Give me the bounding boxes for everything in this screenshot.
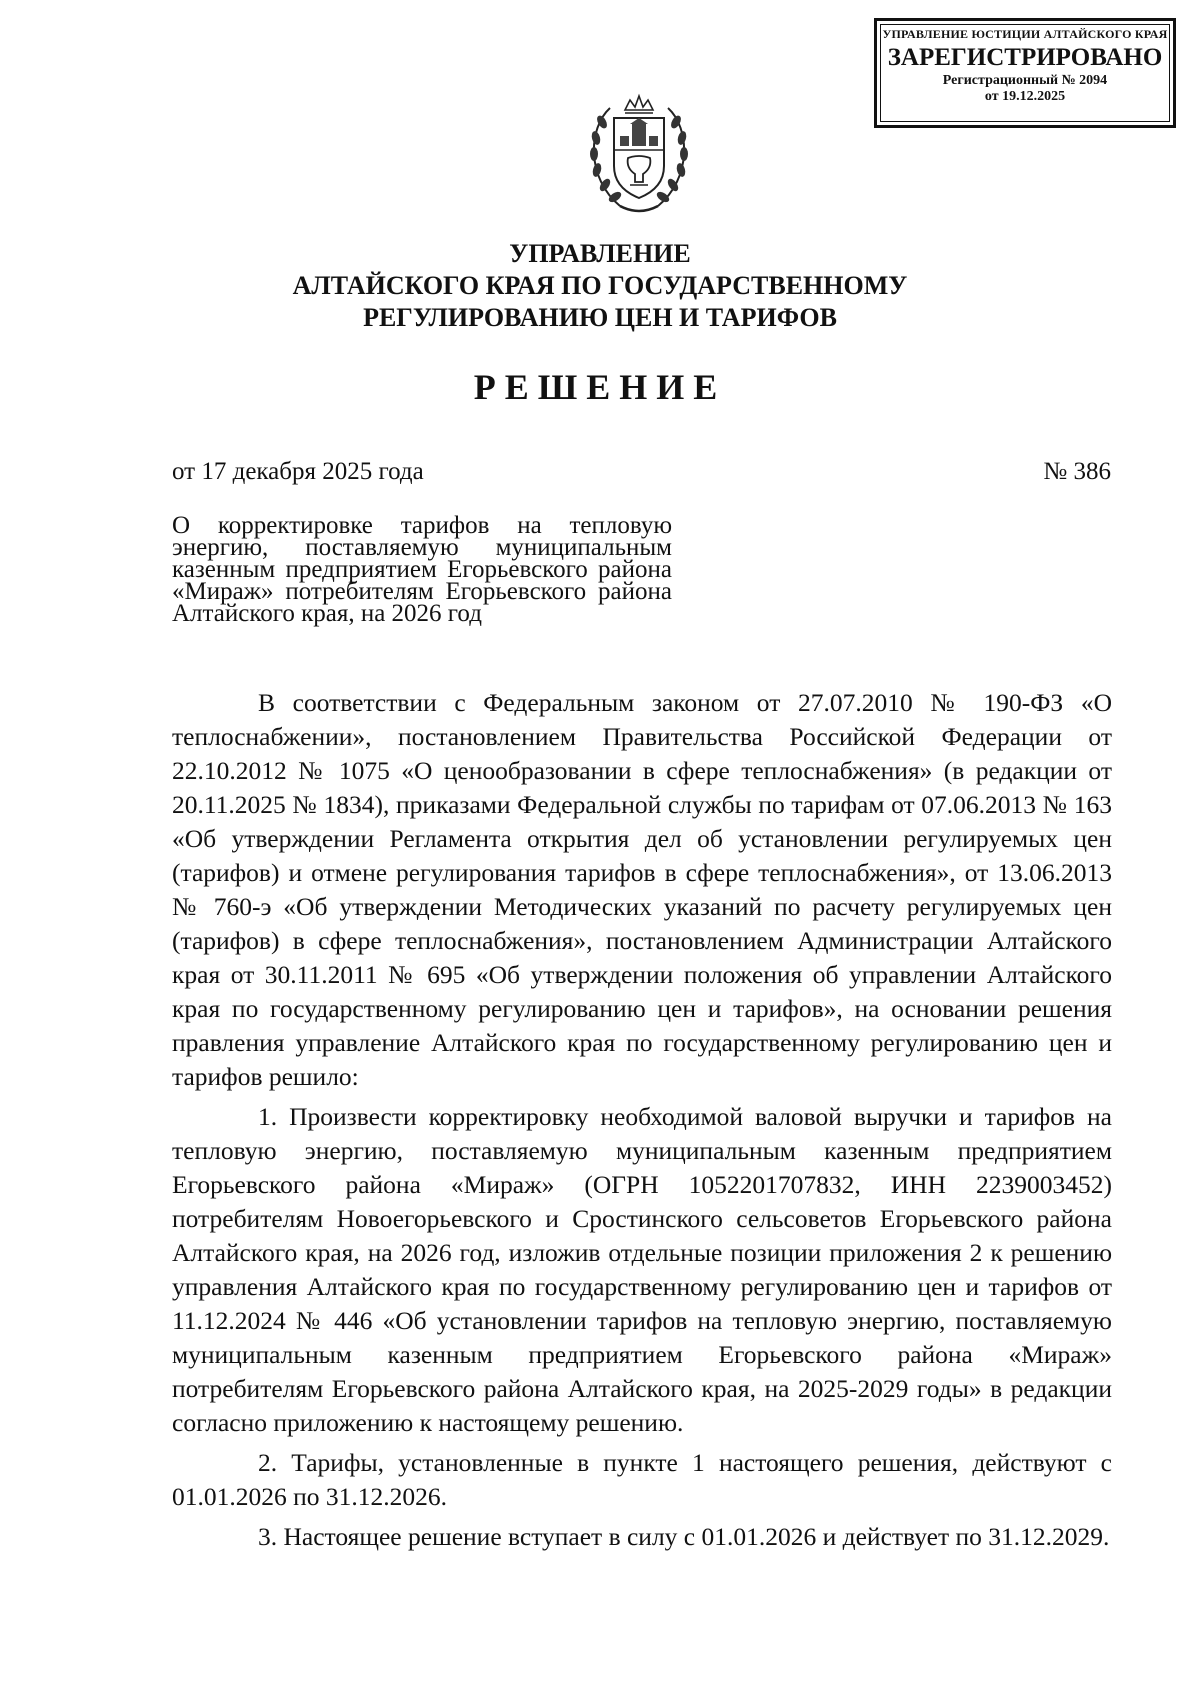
document-date: от 17 декабря 2025 года [172, 458, 424, 485]
registration-stamp [874, 18, 1176, 128]
stamp-reg-number: Регистрационный № 2094 [942, 73, 1108, 88]
document-type-title: РЕШЕНИЕ [473, 367, 727, 407]
document-body [172, 686, 1112, 1554]
stamp-status: ЗАРЕГИСТРИРОВАНО [887, 44, 1163, 71]
decision-item-1: 1. Произвести корректировку необходимой валовой выручки и тарифов на тепловую энергию, поставляемую муниципальным казенным предприятием Егорьевского района «Мираж» (ОГРН 1052201707832, ИНН 2239003452) потребителям Новоегорьевского и Сростинского сельсоветов Егорьевского района Алтайского края, на 2026 год, изложив отдельные позиции приложения 2 к решению управления Алтайского края по государственному регулированию цен и тарифов от 11.12.2024 № 446 «Об установлении тарифов на тепловую энергию, поставляемую муниципальным казенным предприятием Егорьевского района «Мираж» потребителям Егорьевского района Алтайского края, на 2025-2029 годы» в редакции согласно приложению к настоящему решению. [172, 1102, 1112, 1437]
stamp-inner-frame [880, 24, 1170, 122]
altai-krai-coat-of-arms-icon [580, 88, 698, 218]
document-subject: О корректировке тарифов на тепловую энергию, поставляемую муниципальным казенным предприятием Егорьевского района «Мираж» потребителям Егорьевского района Алтайского края, на 2026 год [172, 512, 672, 627]
preamble-paragraph: В соответствии с Федеральным законом от 27.07.2010 № 190-ФЗ «О теплоснабжении», постановлением Правительства Российской Федерации от 22.10.2012 № 1075 «О ценообразовании в сфере теплоснабжения» (в редакции от 20.11.2025 № 1834), приказами Федеральной службы по тарифам от 07.06.2013 № 163 «Об утверждении Регламента открытия дел об установлении регулируемых цен (тарифов) и отмене регулирования тарифов в сфере теплоснабжения», от 13.06.2013 № 760-э «Об утверждении Методических указаний по расчету регулируемых цен (тарифов) в сфере теплоснабжения», постановлением Администрации Алтайского края от 30.11.2011 № 695 «Об утверждении положения об управлении Алтайского края по государственному регулированию цен и тарифов», на основании решения правления управление Алтайского края по государственному регулированию цен и тарифов решило: [172, 688, 1112, 1091]
header-line-3: РЕГУЛИРОВАНИЮ ЦЕН И ТАРИФОВ [363, 303, 837, 332]
issuing-authority-header [0, 238, 1200, 334]
header-line-2: АЛТАЙСКОГО КРАЯ ПО ГОСУДАРСТВЕННОМУ [292, 271, 908, 300]
header-line-1: УПРАВЛЕНИЕ [509, 239, 691, 268]
stamp-reg-date: от 19.12.2025 [984, 89, 1066, 104]
decision-item-2: 2. Тарифы, установленные в пункте 1 настоящего решения, действуют с 01.01.2026 по 31.12.2026. [172, 1448, 1112, 1511]
decision-item-3: 3. Настоящее решение вступает в силу с 01.01.2026 и действует по 31.12.2029. [258, 1522, 1110, 1551]
document-number: № 386 [1043, 458, 1111, 485]
stamp-agency: УПРАВЛЕНИЕ ЮСТИЦИИ АЛТАЙСКОГО КРАЯ [882, 27, 1168, 41]
